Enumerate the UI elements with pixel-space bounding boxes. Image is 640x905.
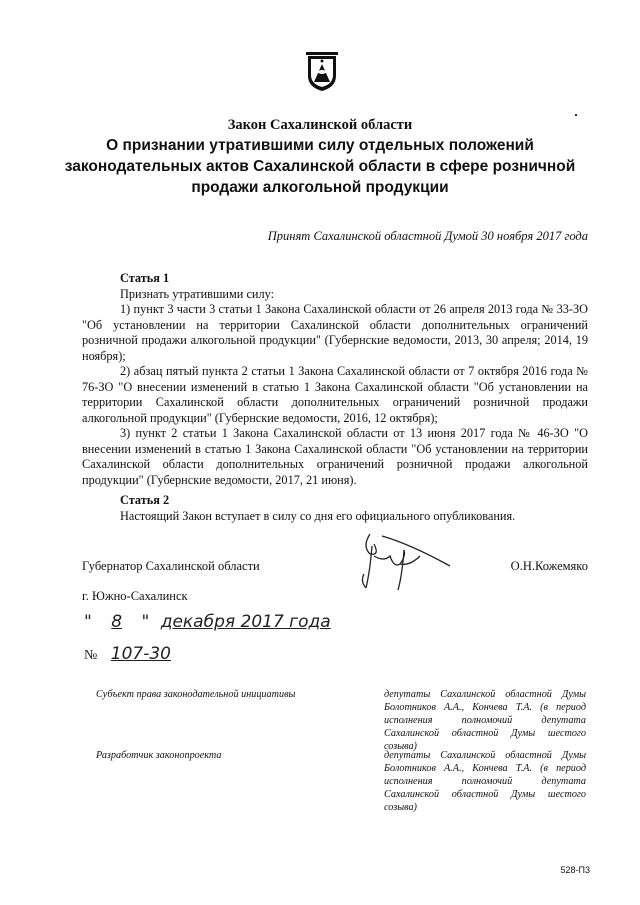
date-quote-close: " <box>141 612 150 632</box>
number-value: 107-30 <box>110 644 171 664</box>
handwritten-date <box>84 612 331 632</box>
article-1-title: Статья 1 <box>120 271 170 285</box>
article-1-item: 1) пункт 3 части 3 статьи 1 Закона Сахалинской области от 26 апреля 2013 года № 33-ЗО "Об установлении на территории Сахалинской области дополнительных ограничений розничной продажи алкогольной продукции" (Губернские ведомости, 2013, 30 апреля; 2014, 19 ноября); <box>82 302 588 363</box>
law-number <box>84 644 171 664</box>
initiative-subject-label: Субъект права законодательной инициативы <box>96 689 296 700</box>
initiative-subject-value: депутаты Сахалинской областной Думы Болотников А.А., Кончева Т.А. (в период исполнения полномочий депутата Сахалинской областной Думы шестого созыва) <box>384 689 586 752</box>
document-code: 528-П3 <box>560 865 590 875</box>
governor-title: Губернатор Сахалинской области <box>82 559 260 573</box>
date-day: 8 <box>111 612 123 632</box>
article-2 <box>82 493 588 524</box>
article-1 <box>82 271 588 488</box>
date-quote-open: " <box>84 612 92 632</box>
coat-of-arms-icon <box>306 52 338 92</box>
law-title: Закон Сахалинской области <box>227 117 413 133</box>
article-1-item: 3) пункт 2 статьи 1 Закона Сахалинской области от 13 июня 2017 года № 46-ЗО "О внесении изменений в статью 1 Закона Сахалинской области "Об установлении на территории Сахалинской области дополнительных ограничений розничной продажи алкогольной продукции" (Губернские ведомости, 2017, 21 июня). <box>82 426 588 487</box>
governor-name: О.Н.Кожемяко <box>510 559 588 573</box>
article-2-text: Настоящий Закон вступает в силу со дня его официального опубликования. <box>120 508 516 523</box>
developer-label: Разработчик законопроекта <box>96 750 222 761</box>
article-2-title: Статья 2 <box>120 493 170 507</box>
date-month-year: декабря 2017 года <box>160 612 331 632</box>
developer-value: депутаты Сахалинской областной Думы Болотников А.А., Кончева Т.А. (в период исполнения полномочий депутата Сахалинской областной Думы шестого созыва) <box>384 750 586 813</box>
speck <box>575 114 577 116</box>
article-1-intro: Признать утратившими силу: <box>120 286 275 301</box>
article-1-item: 2) абзац пятый пункта 2 статьи 1 Закона Сахалинской области от 7 октября 2016 года № 76-ЗО "О внесении изменений в статью 1 Закона Сахалинской области "Об установлении на территории Сахалинской области дополнительных ограничений розничной продажи алкогольной продукции" (Губернские ведомости, 2016, 12 октября); <box>82 364 588 425</box>
handwritten-signature <box>340 526 470 596</box>
adoption-note: Принят Сахалинской областной Думой 30 ноября 2017 года <box>267 229 588 243</box>
law-subject: О признании утратившими силу отдельных положений законодательных актов Сахалинской области в сфере розничной продажи алкогольной продукции <box>64 137 576 196</box>
number-label: № <box>84 648 98 663</box>
city: г. Южно-Сахалинск <box>82 589 188 603</box>
